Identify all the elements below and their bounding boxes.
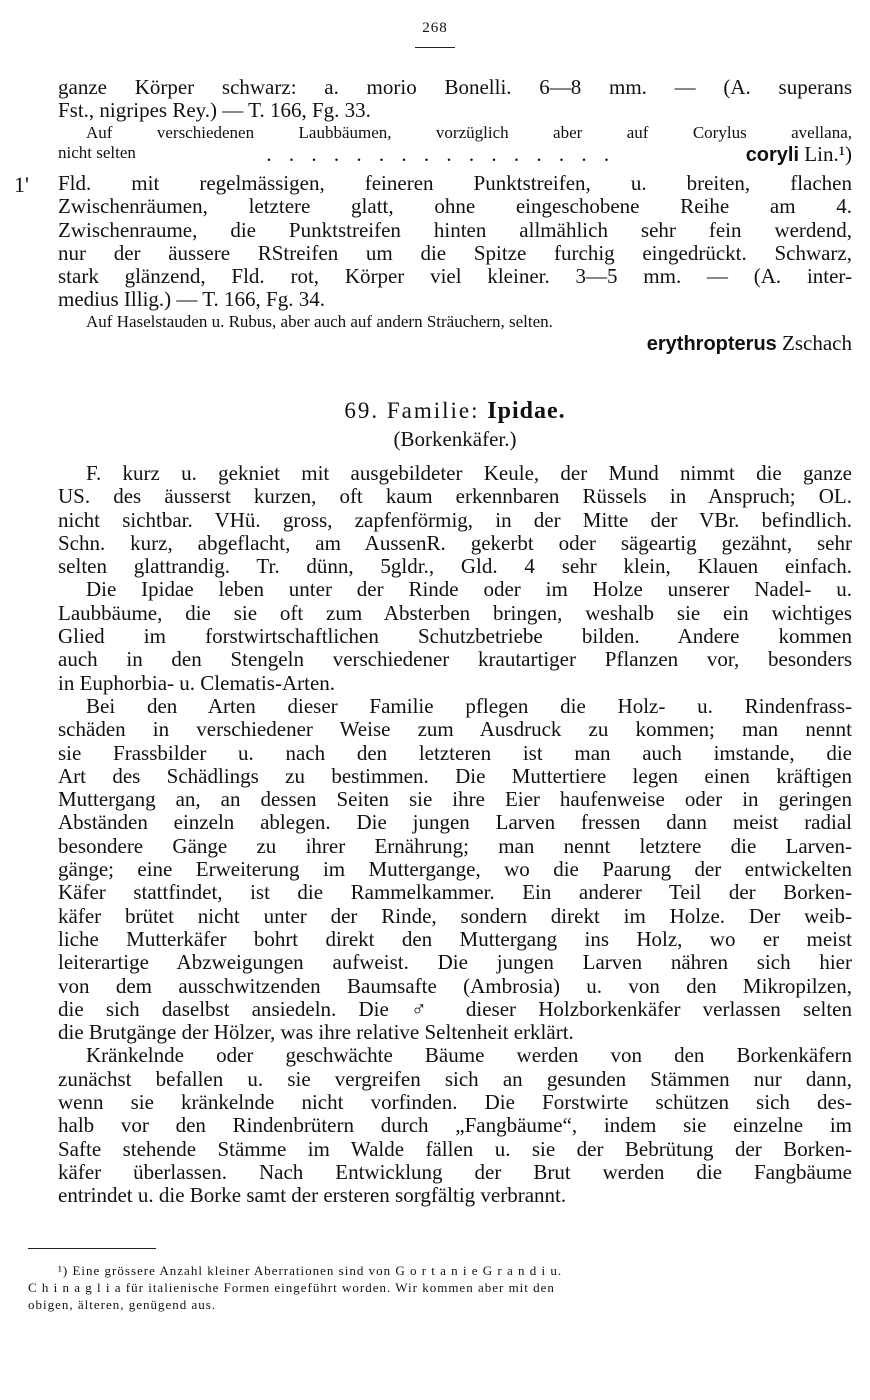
text-line: entrindet u. die Borke samt der ersteren sorgfältig verbrannt. xyxy=(58,1184,567,1208)
text-line: Kränkelnde oder geschwächte Bäume werden von den Borkenkäfern xyxy=(86,1044,852,1068)
text-line: schäden in verschiedener Weise zum Ausdruck zu kommen; man nennt xyxy=(58,718,852,742)
entry-1prime xyxy=(58,172,852,355)
species-name: erythropterus xyxy=(646,332,777,355)
text-line: ganze Körper schwarz: a. morio Bonelli. 6—8 mm. — (A. superans xyxy=(58,76,852,99)
text-line: besondere Gänge zu ihrer Ernährung; man nennt letztere die Larven- xyxy=(58,834,852,858)
text-line: Glied im forstwirtschaftlichen Schutzbetriebe bilden. Andere kommen xyxy=(58,625,852,649)
text-line: Bei den Arten dieser Familie pflegen die Holz- u. Rindenfrass- xyxy=(86,694,852,718)
species-line xyxy=(58,143,852,166)
text-line: von dem ausschwitzenden Baumsafte (Ambrosia) u. von den Mikropilzen, xyxy=(58,974,852,998)
text-line: Die Ipidae leben unter der Rinde oder im Holze unserer Nadel- u. xyxy=(86,578,852,602)
footnote xyxy=(28,1262,852,1313)
species-author: Zschach xyxy=(782,331,852,355)
text-line: US. des äusserst kurzen, oft kaum erkennbaren Rüssels in Anspruch; OL. xyxy=(58,485,852,509)
text-line: Art des Schädlings zu bestimmen. Die Muttertiere legen einen kräftigen xyxy=(58,764,852,788)
text-line: Abständen einzeln ablegen. Die jungen Larven fressen dann meist radial xyxy=(58,811,852,835)
text-line: käfer brütet nicht unter der Rinde, sondern direkt im Holze. Der weib- xyxy=(58,904,852,928)
family-heading xyxy=(58,396,852,426)
text-line: Safte stehende Stämme im Walde fällen u. sie der Bebrütung der Borken- xyxy=(58,1137,852,1161)
family-name: Ipidae. xyxy=(487,398,566,424)
text-line: nur der äussere RStreifen um die Spitze furchig eingedrückt. Schwarz, xyxy=(58,241,852,265)
text-line: zunächst befallen u. sie vergreifen sich an gesunden Stämmen nur dann, xyxy=(58,1067,852,1091)
page-number: 268 xyxy=(422,20,448,36)
header-rule xyxy=(415,47,455,48)
text-line: sie Frassbilder u. nach den letzteren ist man auch imstande, die xyxy=(58,741,852,765)
text-line: leiterartige Abzweigungen aufweist. Die jungen Larven nähren sich hier xyxy=(58,951,852,975)
text-line: nicht sichtbar. VHü. gross, zapfenförmig, in der Mitte der VBr. befindlich. xyxy=(58,508,852,532)
text-line: auch in den Stengeln verschiedener krautartiger Pflanzen vor, besonders xyxy=(58,648,852,672)
text-line: Muttergang an, an dessen Seiten sie ihre Eier haufenweise oder in geringen xyxy=(58,788,852,812)
family-subtitle: (Borkenkäfer.) xyxy=(393,428,517,451)
footnote-rule xyxy=(28,1248,156,1249)
text-line: Zwischenräumen, letztere glatt, ohne eingeschobene Reihe am 4. xyxy=(58,195,852,219)
text-line: Fld. mit regelmässigen, feineren Punktstreifen, u. breiten, flachen xyxy=(58,172,852,195)
text-line: gänge; eine Erweiterung im Muttergange, wo die Paarung der entwickelten xyxy=(58,858,852,882)
footnote-line: obigen, älteren, genügend aus. xyxy=(28,1297,217,1312)
continued-entry xyxy=(58,76,852,166)
habitat-line: Auf verschiedenen Laubbäumen, vorzüglich aber auf Corylus avellana, xyxy=(86,122,852,142)
text-line: Laubbäume, die sie oft zum Absterben bringen, weshalb sie ein wichtiges xyxy=(58,601,852,625)
paragraph xyxy=(58,462,852,578)
footnote-line: C h i n a g l i a für italienische Formen eingeführt worden. Wir kommen aber mit den xyxy=(28,1280,555,1295)
text-line: in Euphorbia- u. Clematis-Arten. xyxy=(58,671,336,695)
paragraph xyxy=(58,1044,852,1207)
entry-marker: 1' xyxy=(14,172,29,197)
footnote-line: ¹) Eine grössere Anzahl kleiner Aberrationen sind von G o r t a n i e G r a n d i u. xyxy=(58,1263,563,1278)
species-name: coryli xyxy=(745,143,800,166)
paragraph xyxy=(58,578,852,694)
text-line: käfer überlassen. Nach Entwicklung der Brut werden die Fangbäume xyxy=(58,1160,852,1184)
body-text xyxy=(58,462,852,1208)
leader-dots: . . . . . . . . . . . . . . . . xyxy=(266,142,616,166)
text-line: F. kurz u. gekniet mit ausgebildeter Keule, der Mund nimmt die ganze xyxy=(86,462,852,485)
habitat-line: Auf Haselstauden u. Rubus, aber auch auf andern Sträuchern, selten. xyxy=(86,311,553,331)
text-line: Schn. kurz, abgeflacht, am AussenR. gekerbt oder sägeartig gezähnt, sehr xyxy=(58,531,852,555)
text-line: Fst., nigripes Rey.) — T. 166, Fg. 33. xyxy=(58,99,371,123)
paragraph xyxy=(58,695,852,1044)
text-line: die Brutgänge der Hölzer, was ihre relative Seltenheit erklärt. xyxy=(58,1021,574,1045)
species-line xyxy=(58,332,852,355)
text-line: die sich daselbst ansiedeln. Die ♂ dieser Holzborkenkäfer verlassen selten xyxy=(58,997,852,1021)
family-heading-prefix: 69. Familie: xyxy=(344,398,480,423)
text-line: Zwischenraume, die Punktstreifen hinten allmählich sehr fein werdend, xyxy=(58,218,852,242)
text-line: liche Mutterkäfer bohrt direkt den Muttergang ins Holz, wo er meist xyxy=(58,927,852,951)
habitat-line: nicht selten xyxy=(58,142,136,162)
text-line: stark glänzend, Fld. rot, Körper viel kleiner. 3—5 mm. — (A. inter- xyxy=(58,265,852,289)
text-line: wenn sie kränkelnde nicht vorfinden. Die Forstwirte schützen sich des- xyxy=(58,1091,852,1115)
text-line: halb vor den Rindenbrütern durch „Fangbäume“, indem sie einzelne im xyxy=(58,1114,852,1138)
text-line: selten glattrandig. Tr. dünn, 5gldr., Gld. 4 sehr klein, Klauen einfach. xyxy=(58,555,852,579)
species-author: Lin.¹) xyxy=(804,142,852,166)
text-line: Käfer stattfindet, ist die Rammelkammer. Ein anderer Teil der Borken- xyxy=(58,881,852,905)
text-line: medius Illig.) — T. 166, Fg. 34. xyxy=(58,288,325,312)
